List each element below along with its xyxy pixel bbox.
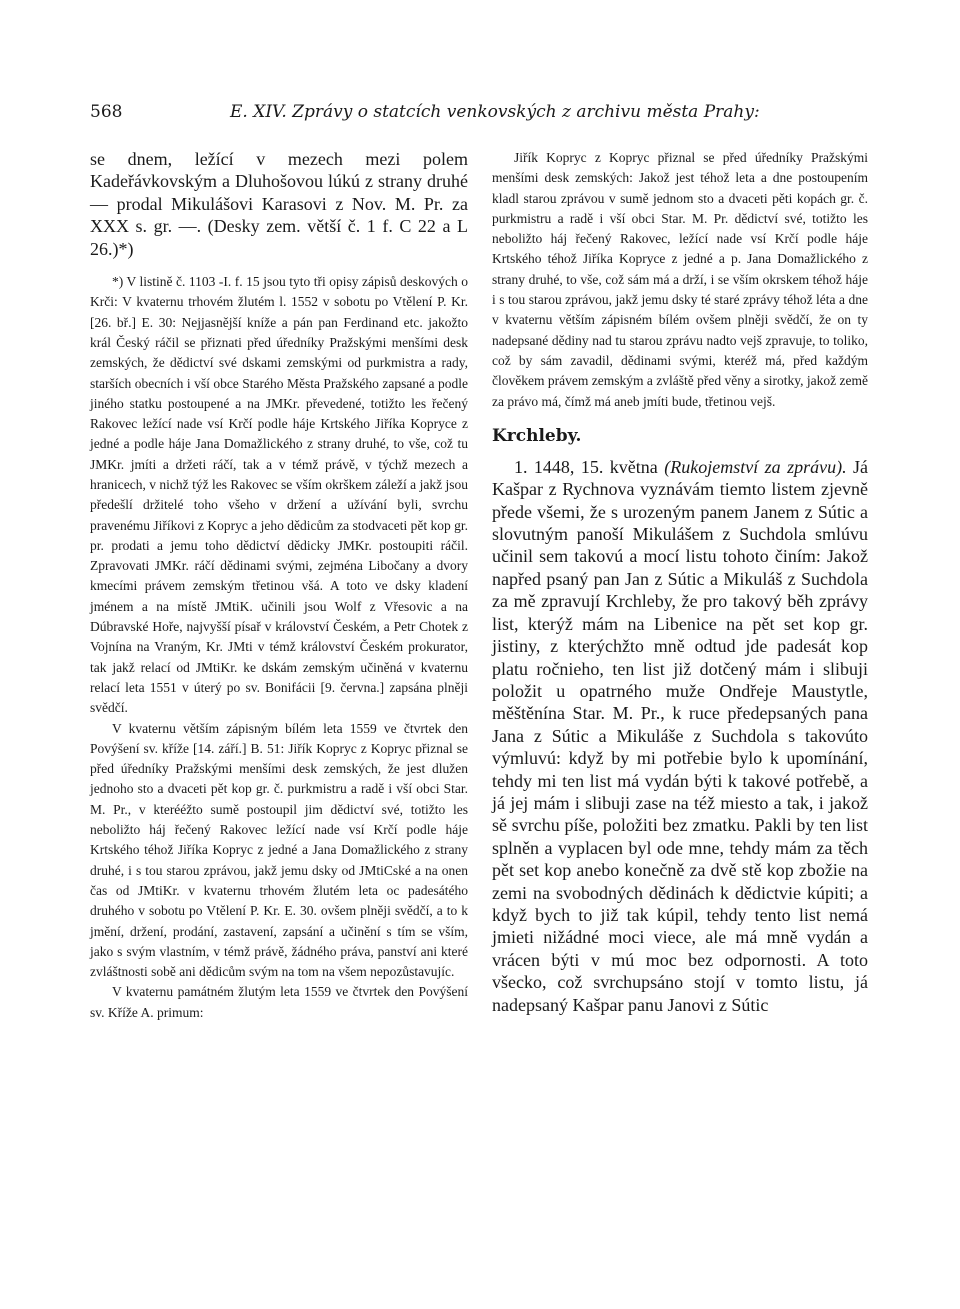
left-column bbox=[90, 148, 468, 1023]
left-paragraph-2: V kvaternu větším zápisným bílém leta 1559 ve čtvrtek den Povýšení sv. kříže [14. září.] B. 51: Jiřík Kopryc z Kopryc přiznal se před úředníky Pražskými menšími desk zemských, že jest dlužen jednoho sto a dvaceti pět kop gr. č. purkmistru a radě i vší obci Star. M. Pr., v kterééžto sumě postoupil jim dědictví své, totižto les neboližto háj řečený Rakovec ležící nade vsí Krčí podle háje Krtského téhož Jiříka Kopryc z jedné a Jana Domažlického z strany druhé, i s tou starou zprávou, jakž jemu dsky od JMtiCské a na onen čas od JMtiKr. v kvaternu trhovém žlutém leta oc padesátého druhého v sobotu po Vtělení P. Kr. E. 30. ovšem plněji svědčí, a to k jmění, držení, prodání, zastavení, zapsání a učinění s tím se vším, jako s svým vlastním, v témž právě, žádného práva, panství ani které zvláštnosti sobě ani dědicům svým na tom na všem nepozůstavujíc. bbox=[90, 720, 468, 980]
right-paragraph-1: Jiřík Kopryc z Kopryc přiznal se před úředníky Pražskými menšími desk zemských: Jakož jest téhož leta a dne postoupením kladl starou zprávou v sumě jednom sto a dvaceti pěti kopách gr. č. purkmistru a radě i vší obci Star. M. Pr. dědictví své, totižto les neboližto háj řečený Rakovec, ležící nade vsí Krčí podle háje Krtského téhož Jiříka Kopryce z jedné a p. Jana Domažlického z strany druhé, to vše, což sám má a drží, i se vším okrskem téhož háje i s tou starou zprávou, jakž jemu dsky té staré zprávy téhož léta a dne v kvaternu větším zápisném bílém ovšem plněji svědčí, že on ty nadepsané dědiny nad tu starou zprávu nadto vejš zpravuje, to toliko, což by sám zavadil, dědinami svými, kteréž má, před každým člověkem právem zemským a zvláště před věny a sirotky, jakož země za právo má, čímž má aneb jmíti bude, třetinou vejš. bbox=[492, 150, 868, 409]
section-heading: Krchleby. bbox=[492, 425, 582, 446]
page-number: 568 bbox=[90, 102, 123, 122]
entry-note: (Rukojemství za zprávu). bbox=[664, 456, 847, 477]
left-paragraph-1: se dnem, ležící v mezech mezi polem Kadeřávkovským a Dluhošovou lúkú z strany druhé — prodal Mikulášovi Karasovi z Nov. M. Pr. za XXX s. gr. —. (Desky zem. větší č. 1 f. C 22 a L 26.)*) bbox=[90, 149, 468, 259]
entry-text: Já Kašpar z Rychnova vyznávám tiemto listem zjevně přede všemi, že s urozeným panem Janem z Sútic a slovutným panoší Mikulášem z Suchdola smlúvu učinil sem takovú a mocí listu tohoto činím: Jakož napřed psaný pan Jan z Sútic a Mikuláš z Suchdola za mě zpravují Krchleby, že pro takový běh zprávy list, kterýž mám na Libenice na pět set kop gr. jistiny, z kterýchžto mně odtud jde padesát kop platu ročnieho, ten list již dotčený mám i slibuji položit u opatrného muže Ondřeje Maustytle, měštěnína Star. M. Pr., k ruce předepsaných pana Jana z Sútic a Mikuláše z Suchdola s takovúto výmluvú: když by mi potřebie bylo k upomínání, tehdy mi ten list má vydán býti k takové potřebě, a já jej mám i slibuji zase na též miesto a tak, i jakož sě svrchu píše, položiti bez zmatku. Pakli by ten list splněn a vyplacen byl ode mne, tehdy mám za těch pět set kop anebo konečně za dvě stě kop zbožie na zemi na svobodných dědinách k dědictvie kúpiti; a když bych to již tak kúpil, tehdy tento list nemá jmieti nižádné moci viece, ale má mně vydán a vrácen býti v mú moc bez odpornosti. A toto všecko, což svrchupsáno stojí v tomto listu, já nadepsaný Kašpar panu Janovi z Sútic bbox=[492, 456, 869, 1015]
entry-date: 1. 1448, 15. května bbox=[514, 456, 658, 477]
running-title: E. XIV. Zprávy o statcích venkovských z archivu města Prahy: bbox=[230, 102, 760, 122]
entry-paragraph bbox=[492, 456, 868, 1016]
footnote: *) V listině č. 1103 -I. f. 15 jsou tyto tři opisy zápisů deskových o Krči: V kvaternu trhovém žlutém l. 1552 v sobotu po Vtělení P. Kr. [26. bř.] E. 30: Nejjasnější kníže a pán pan Ferdinand etc. jakožto král Český ráčil se přiznati před úředníky Pražskými menšími desk zemských, že dědictví své dskami zemskými od purkmistra a rady, starších obecních i vší obce Starého Města Pražského zapsané a podle jiného statku postoupené a na JMKr. převedené, totižto les řečený Rakovec ležící nade vsí Krčí podle háje Krtského Jiříka Kopryce z jedné a podle háje Jana Domažlického z strany druhé, to vše, což tu JMKr. jmíti a držeti ráčí, tak a v témž právě, v týchž mezech a hranicech, v nichž týž les Rakovec se vším okrškem záleží a jakž jsou předešlí držitelé toho všeho v držení a užívání byli, svrchu pravenému Jiříkovi z Kopryc a jeho dědicům za stodvaceti pět kop gr. pr. prodati a jemu toho dědictví dědicky JMKr. postoupiti ráčil. Zpravovati JMKr. ráčí dědinami svými, zejména Libočany a dvory kmecími právem zemským třetinou všá. A toto ve dsky kladení jménem a na místě JMtiK. učinili jsou Wolf z Vřesovic a na Dúbravské Hoře, najvyšší písař v království Českém, a Petr Chotek z Vojnína na Vraným, Kr. JMti v témž království Českém prokurator, tak jakž relací od JMtiKr. ke dskám zemským učiněná v kvaternu relací leta 1551 v úterý po sv. Bonifácii [9. června.] zapsána plněji svědčí. bbox=[90, 274, 468, 716]
right-column bbox=[492, 148, 868, 1016]
page-header bbox=[90, 102, 880, 126]
left-paragraph-3: V kvaternu památném žlutým leta 1559 ve čtvrtek den Povýšení sv. Kříže A. primum: bbox=[90, 984, 468, 1020]
